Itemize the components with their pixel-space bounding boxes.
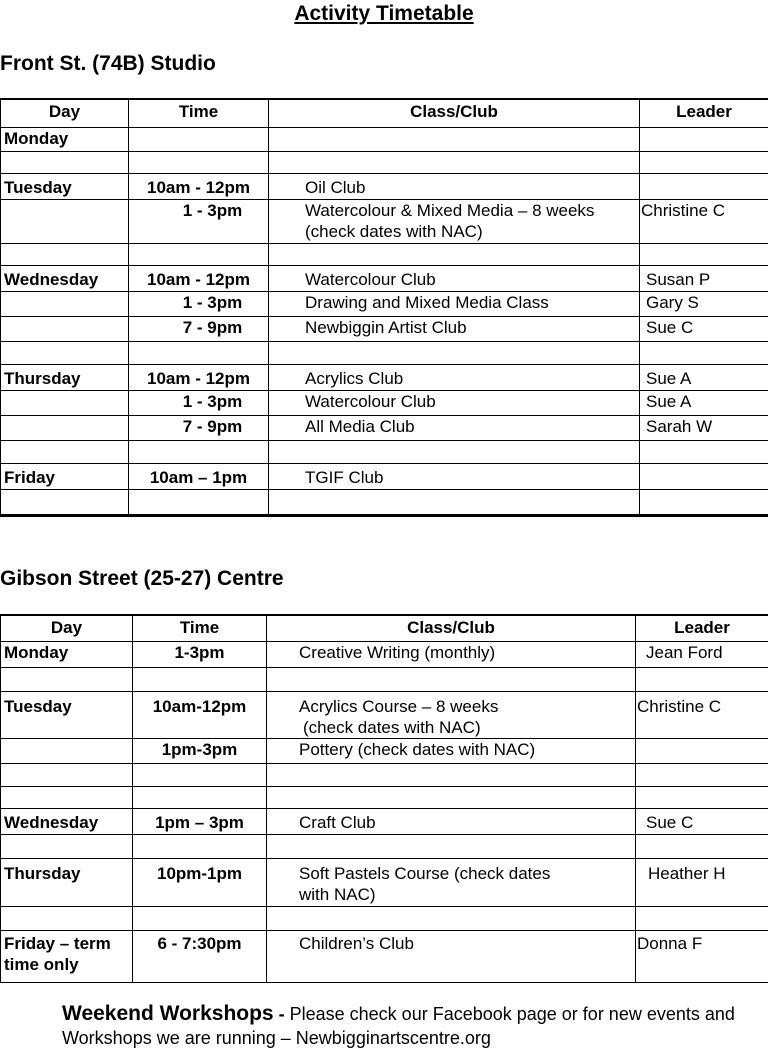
leader-cell: Christine C [636,691,768,738]
col-header-leader: Leader [640,99,768,127]
class-cell: Acrylics Club [269,364,640,390]
leader-cell [636,738,768,763]
centre-timetable [0,614,768,983]
studio-header-row [1,99,768,127]
table-row [1,415,768,440]
day-cell: Monday [1,641,133,667]
col-header-day: Day [1,615,133,641]
table-row [1,930,768,982]
class-cell: All Media Club [269,415,640,440]
time-cell: 10am - 12pm [129,364,269,390]
class-cell [267,858,636,906]
class-cell: Pottery (check dates with NAC) [267,738,636,763]
table-row [1,641,768,667]
centre-header-row [1,615,768,641]
col-header-time: Time [133,615,267,641]
day-cell: Wednesday [1,265,129,291]
leader-cell: Heather H [636,858,768,906]
col-header-class: Class/Club [269,99,640,127]
table-row [1,858,768,906]
table-row [1,489,768,515]
col-header-time: Time [129,99,269,127]
time-cell: 1pm-3pm [133,738,267,763]
time-cell [129,127,269,151]
table-row [1,906,768,930]
table-row [1,691,768,738]
day-cell: Monday [1,127,129,151]
day-cell: Tuesday [1,173,129,199]
class-cell [267,691,636,738]
leader-cell: Sarah W [640,415,768,440]
table-row [1,341,768,364]
class-cell: Oil Club [269,173,640,199]
time-cell: 10am-12pm [133,691,267,738]
time-cell: 1 - 3pm [129,390,269,415]
table-row [1,127,768,151]
weekend-workshops-note [62,1002,752,1050]
time-cell: 6 - 7:30pm [133,930,267,982]
table-row [1,265,768,291]
time-cell: 7 - 9pm [129,415,269,440]
leader-cell [640,463,768,489]
leader-cell: Christine C [640,199,768,243]
document-title: Activity Timetable [294,2,474,25]
time-cell: 7 - 9pm [129,316,269,341]
time-cell: 1 - 3pm [129,199,269,243]
leader-cell: Sue C [640,316,768,341]
centre-heading: Gibson Street (25-27) Centre [0,567,284,590]
col-header-day: Day [1,99,129,127]
class-cell [269,127,640,151]
table-row [1,786,768,808]
day-line-2: time only [4,954,79,974]
day-cell: Thursday [1,364,129,390]
table-row [1,316,768,341]
time-cell: 10pm-1pm [133,858,267,906]
leader-cell: Jean Ford [636,641,768,667]
class-cell: TGIF Club [269,463,640,489]
time-cell: 10am - 12pm [129,265,269,291]
table-row [1,440,768,463]
col-header-class: Class/Club [267,615,636,641]
table-row [1,463,768,489]
day-line-1: Friday – term [4,933,111,953]
table-row [1,763,768,786]
studio-timetable [0,98,768,517]
table-row [1,173,768,199]
footer-heading: Weekend Workshops [62,1002,274,1025]
day-cell: Thursday [1,858,133,906]
class-line-2: with NAC) [299,884,376,904]
table-row [1,364,768,390]
studio-heading: Front St. (74B) Studio [0,52,216,75]
leader-cell [640,173,768,199]
class-cell [269,199,640,243]
time-cell: 1 - 3pm [129,291,269,316]
class-line-1: Soft Pastels Course (check dates [299,863,551,883]
time-cell: 1-3pm [133,641,267,667]
leader-cell: Gary S [640,291,768,316]
leader-cell: Sue A [640,390,768,415]
table-row [1,243,768,265]
day-cell: Friday [1,463,129,489]
class-cell: Watercolour Club [269,265,640,291]
table-row [1,667,768,691]
leader-cell: Susan P [640,265,768,291]
class-cell: Creative Writing (monthly) [267,641,636,667]
leader-cell: Sue C [636,808,768,834]
day-cell: Wednesday [1,808,133,834]
class-line-2: (check dates with NAC) [303,717,481,737]
class-line-1: Acrylics Course – 8 weeks [299,696,499,716]
class-cell: Children’s Club [267,930,636,982]
time-cell: 10am - 12pm [129,173,269,199]
leader-cell: Donna F [636,930,768,982]
table-row [1,291,768,316]
leader-cell: Sue A [640,364,768,390]
class-line-1: Watercolour & Mixed Media – 8 weeks [305,200,595,220]
table-row [1,808,768,834]
footer-text: Please check our Facebook page or for new events and Workshops we are running – Newbigginartscentre.org [62,1004,735,1048]
class-line-2: (check dates with NAC) [305,221,483,241]
table-row [1,199,768,243]
class-cell: Watercolour Club [269,390,640,415]
class-cell: Newbiggin Artist Club [269,316,640,341]
table-row [1,390,768,415]
col-header-leader: Leader [636,615,768,641]
time-cell: 1pm – 3pm [133,808,267,834]
class-cell: Craft Club [267,808,636,834]
table-row [1,738,768,763]
class-cell: Drawing and Mixed Media Class [269,291,640,316]
table-row [1,151,768,173]
time-cell: 10am – 1pm [129,463,269,489]
table-row [1,834,768,858]
leader-cell [640,127,768,151]
day-cell [1,930,133,982]
day-cell: Tuesday [1,691,133,738]
footer-dash: - [273,1004,290,1024]
